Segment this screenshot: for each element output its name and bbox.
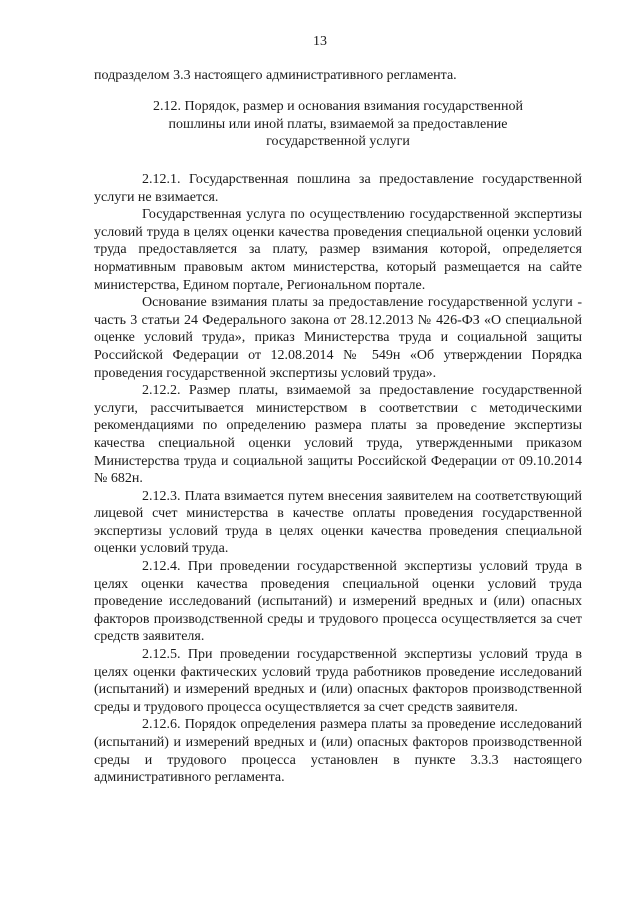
body-text bbox=[94, 171, 582, 787]
heading-line: государственной услуги bbox=[266, 134, 410, 150]
paragraph-fee-info: Государственная услуга по осуществлению государственной экспертизы условий труда в целях оценки качества проведения специальной оценки условий труда предоставляется за плату, размер взимания которой, определяется нормативным правовым актом министерства, который размещается на сайте министерства, Едином портале, Региональном портале. bbox=[94, 207, 582, 293]
intro-line: подразделом 3.3 настоящего административного регламента. bbox=[94, 68, 457, 83]
paragraph-2-12-1: 2.12.1. Государственная пошлина за предоставление государственной услуги не взимается. bbox=[94, 172, 582, 205]
heading-line: 2.12. Порядок, размер и основания взимания государственной bbox=[152, 99, 523, 114]
paragraph-2-12-2: 2.12.2. Размер платы, взимаемой за предоставление государственной услуги, рассчитывается министерством в соответствии с методическими рекомендациями по определению размера платы за проведение экспертизы качества специальной оценки условий труда, утвержденными приказом Министерства труда и социальной защиты Российской Федерации от 09.10.2014 № 682н. bbox=[94, 383, 582, 487]
heading-line: пошлины или иной платы, взимаемой за предоставление bbox=[168, 116, 508, 132]
intro-block bbox=[94, 67, 582, 85]
paragraph-2-12-4: 2.12.4. При проведении государственной экспертизы условий труда в целях оценки качества проведения специальной оценки условий труда проведение исследований (испытаний) и измерений вредных и (или) опасных факторов производственной среды и трудового процесса осуществляется за счет средств заявителя. bbox=[94, 559, 582, 645]
paragraph-fee-basis: Основание взимания платы за предоставление государственной услуги - часть 3 статьи 24 Федерального закона от 28.12.2013 № 426-ФЗ «О специальной оценке условий труда», приказ Министерства труда и социальной защиты Российской Федерации от 12.08.2014 № 549н «Об утверждении Порядка проведения государственной экспертизы условий труда». bbox=[94, 295, 582, 381]
paragraph-2-12-5: 2.12.5. При проведении государственной экспертизы условий труда в целях оценки фактических условий труда работников проведение исследований (испытаний) и измерений вредных и (или) опасных факторов производственной среды и трудового процесса осуществляется за счет средств заявителя. bbox=[94, 647, 582, 715]
section-heading bbox=[94, 98, 582, 151]
paragraph-2-12-3: 2.12.3. Плата взимается путем внесения заявителем на соответствующий лицевой счет министерства в качестве оплаты проведения государственной экспертизы условий труда в целях оценки качества проведения специальной оценки условий труда. bbox=[94, 488, 582, 557]
page-number: 13 bbox=[313, 34, 327, 49]
paragraph-2-12-6: 2.12.6. Порядок определения размера платы за проведение исследований (испытаний) и измерений вредных и (или) опасных факторов производственной среды и трудового процесса установлен в пункте 3.3.3 настоящего административного регламента. bbox=[94, 717, 582, 786]
